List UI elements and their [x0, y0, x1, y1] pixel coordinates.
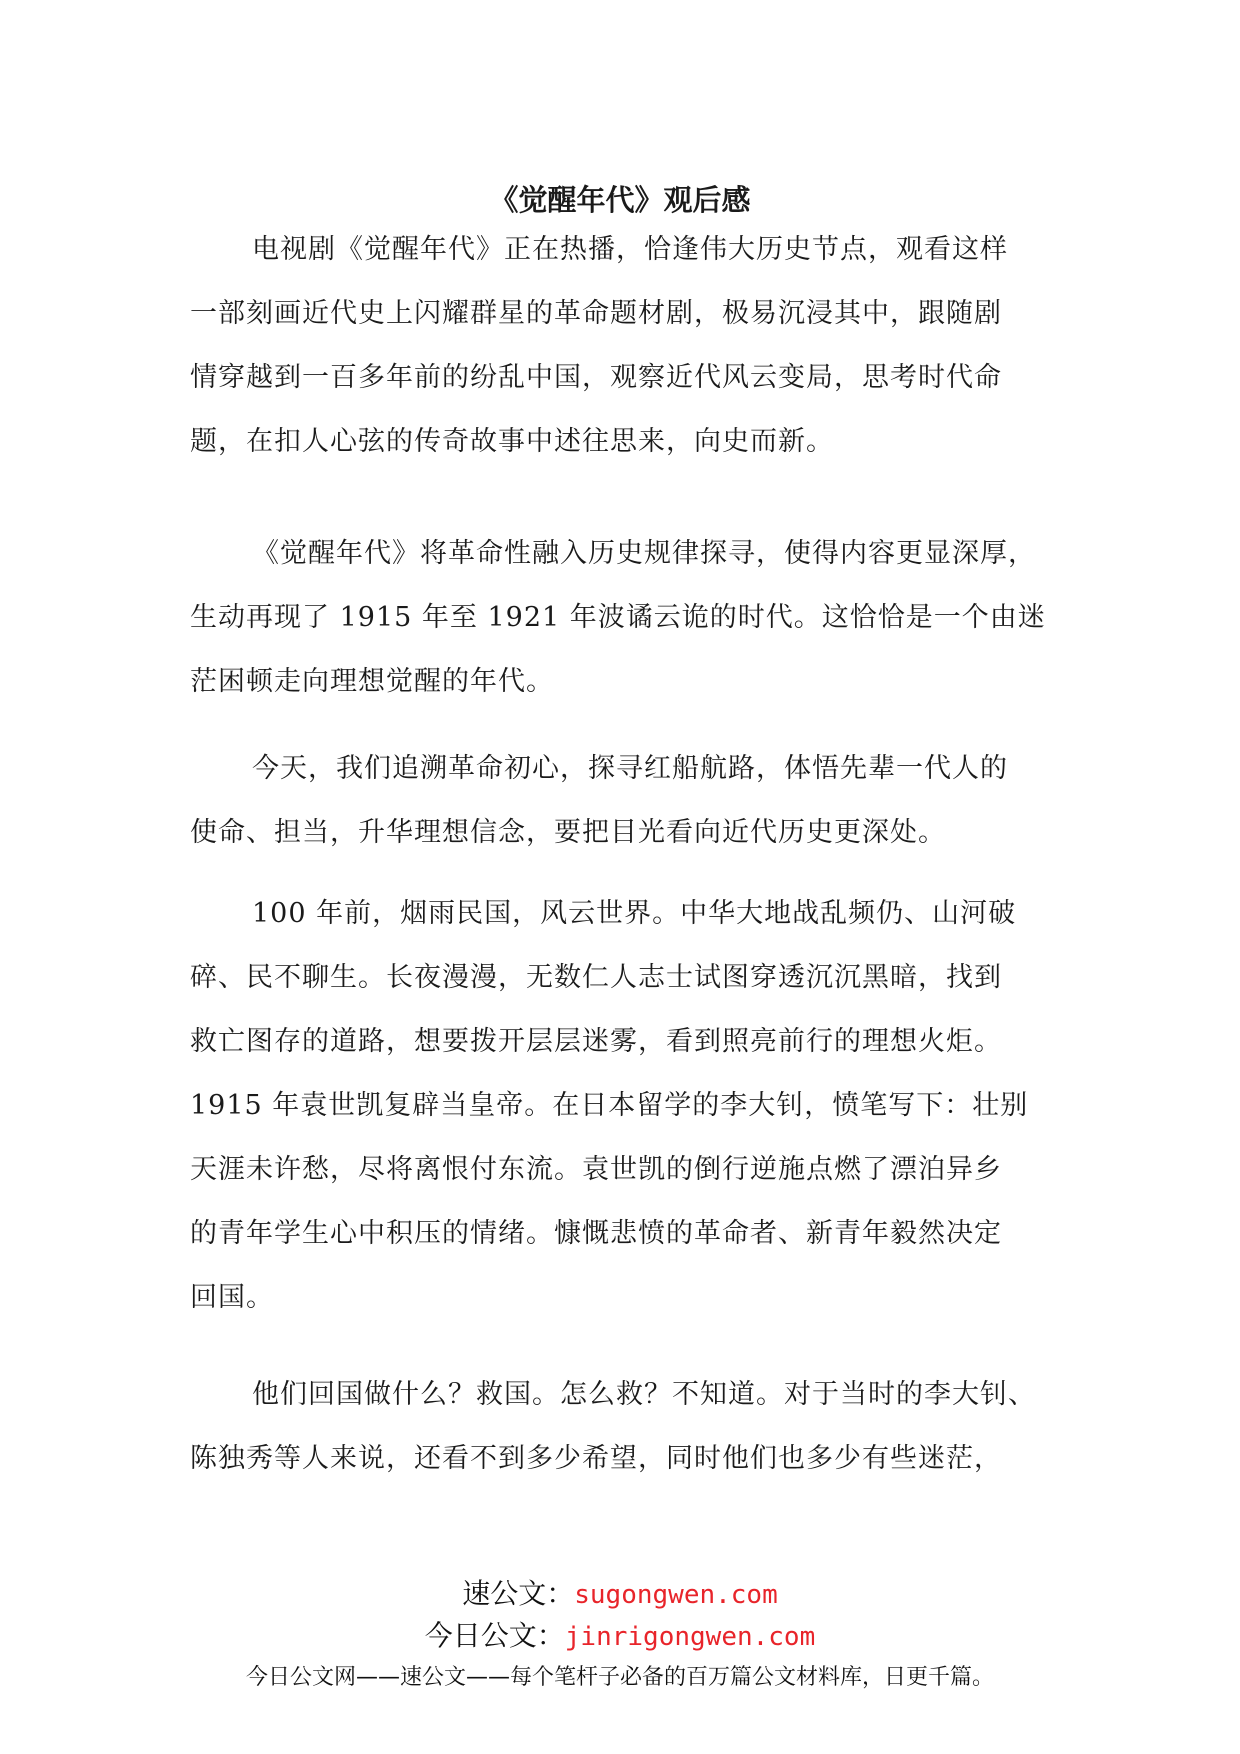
paragraph-4	[190, 882, 1028, 1330]
paragraph-line: 的青年学生心中积压的情绪。慷慨悲愤的革命者、新青年毅然决定	[190, 1218, 1002, 1249]
footer-jinrigongwen	[0, 1614, 1240, 1654]
paragraph-line: 情穿越到一百多年前的纷乱中国，观察近代风云变局，思考时代命	[190, 362, 1002, 393]
paragraph-line: 他们回国做什么？救国。怎么救？不知道。对于当时的李大钊、	[252, 1379, 1036, 1410]
paragraph-line: 天涯未许愁，尽将离恨付东流。袁世凯的倒行逆施点燃了漂泊异乡	[190, 1154, 1002, 1185]
paragraph-line: 题，在扣人心弦的传奇故事中述往思来，向史而新。	[190, 426, 834, 457]
paragraph-line: 回国。	[190, 1282, 274, 1313]
paragraph-line: 救亡图存的道路，想要拨开层层迷雾，看到照亮前行的理想火炬。	[190, 1026, 1002, 1057]
paragraph-line: 100 年前，烟雨民国，风云世界。中华大地战乱频仍、山河破	[252, 898, 1017, 929]
paragraph-5	[190, 1363, 1036, 1491]
footer-jinrigongwen-link[interactable]: jinrigongwen.com	[564, 1622, 816, 1652]
paragraph-line: 电视剧《觉醒年代》正在热播，恰逢伟大历史节点，观看这样	[252, 234, 1008, 265]
paragraph-line: 茫困顿走向理想觉醒的年代。	[190, 666, 554, 697]
paragraph-line: 一部刻画近代史上闪耀群星的革命题材剧，极易沉浸其中，跟随剧	[190, 298, 1002, 329]
footer-sugongwen	[0, 1572, 1240, 1612]
paragraph-line: 1915 年袁世凯复辟当皇帝。在日本留学的李大钊，愤笔写下：壮别	[190, 1090, 1029, 1121]
document-title: 《觉醒年代》观后感	[489, 183, 751, 217]
paragraph-line: 使命、担当，升华理想信念，要把目光看向近代历史更深处。	[190, 817, 946, 848]
paragraph-line: 碎、民不聊生。长夜漫漫，无数仁人志士试图穿透沉沉黑暗，找到	[190, 962, 1002, 993]
paragraph-3	[190, 737, 1008, 865]
footer-slogan: 今日公文网——速公文——每个笔杆子必备的百万篇公文材料库，日更千篇。	[245, 1665, 994, 1690]
footer-sugongwen-label: 速公文：	[462, 1577, 575, 1610]
paragraph-line: 生动再现了 1915 年至 1921 年波谲云诡的时代。这恰恰是一个由迷	[190, 602, 1046, 633]
paragraph-line: 今天，我们追溯革命初心，探寻红船航路，体悟先辈一代人的	[252, 753, 1008, 784]
paragraph-line: 《觉醒年代》将革命性融入历史规律探寻，使得内容更显深厚，	[252, 538, 1036, 569]
paragraph-line: 陈独秀等人来说，还看不到多少希望，同时他们也多少有些迷茫，	[190, 1443, 1002, 1474]
paragraph-2	[190, 522, 1046, 714]
paragraph-1	[190, 218, 1008, 474]
footer-jinrigongwen-label: 今日公文：	[424, 1619, 565, 1652]
footer-sugongwen-link[interactable]: sugongwen.com	[574, 1580, 778, 1610]
